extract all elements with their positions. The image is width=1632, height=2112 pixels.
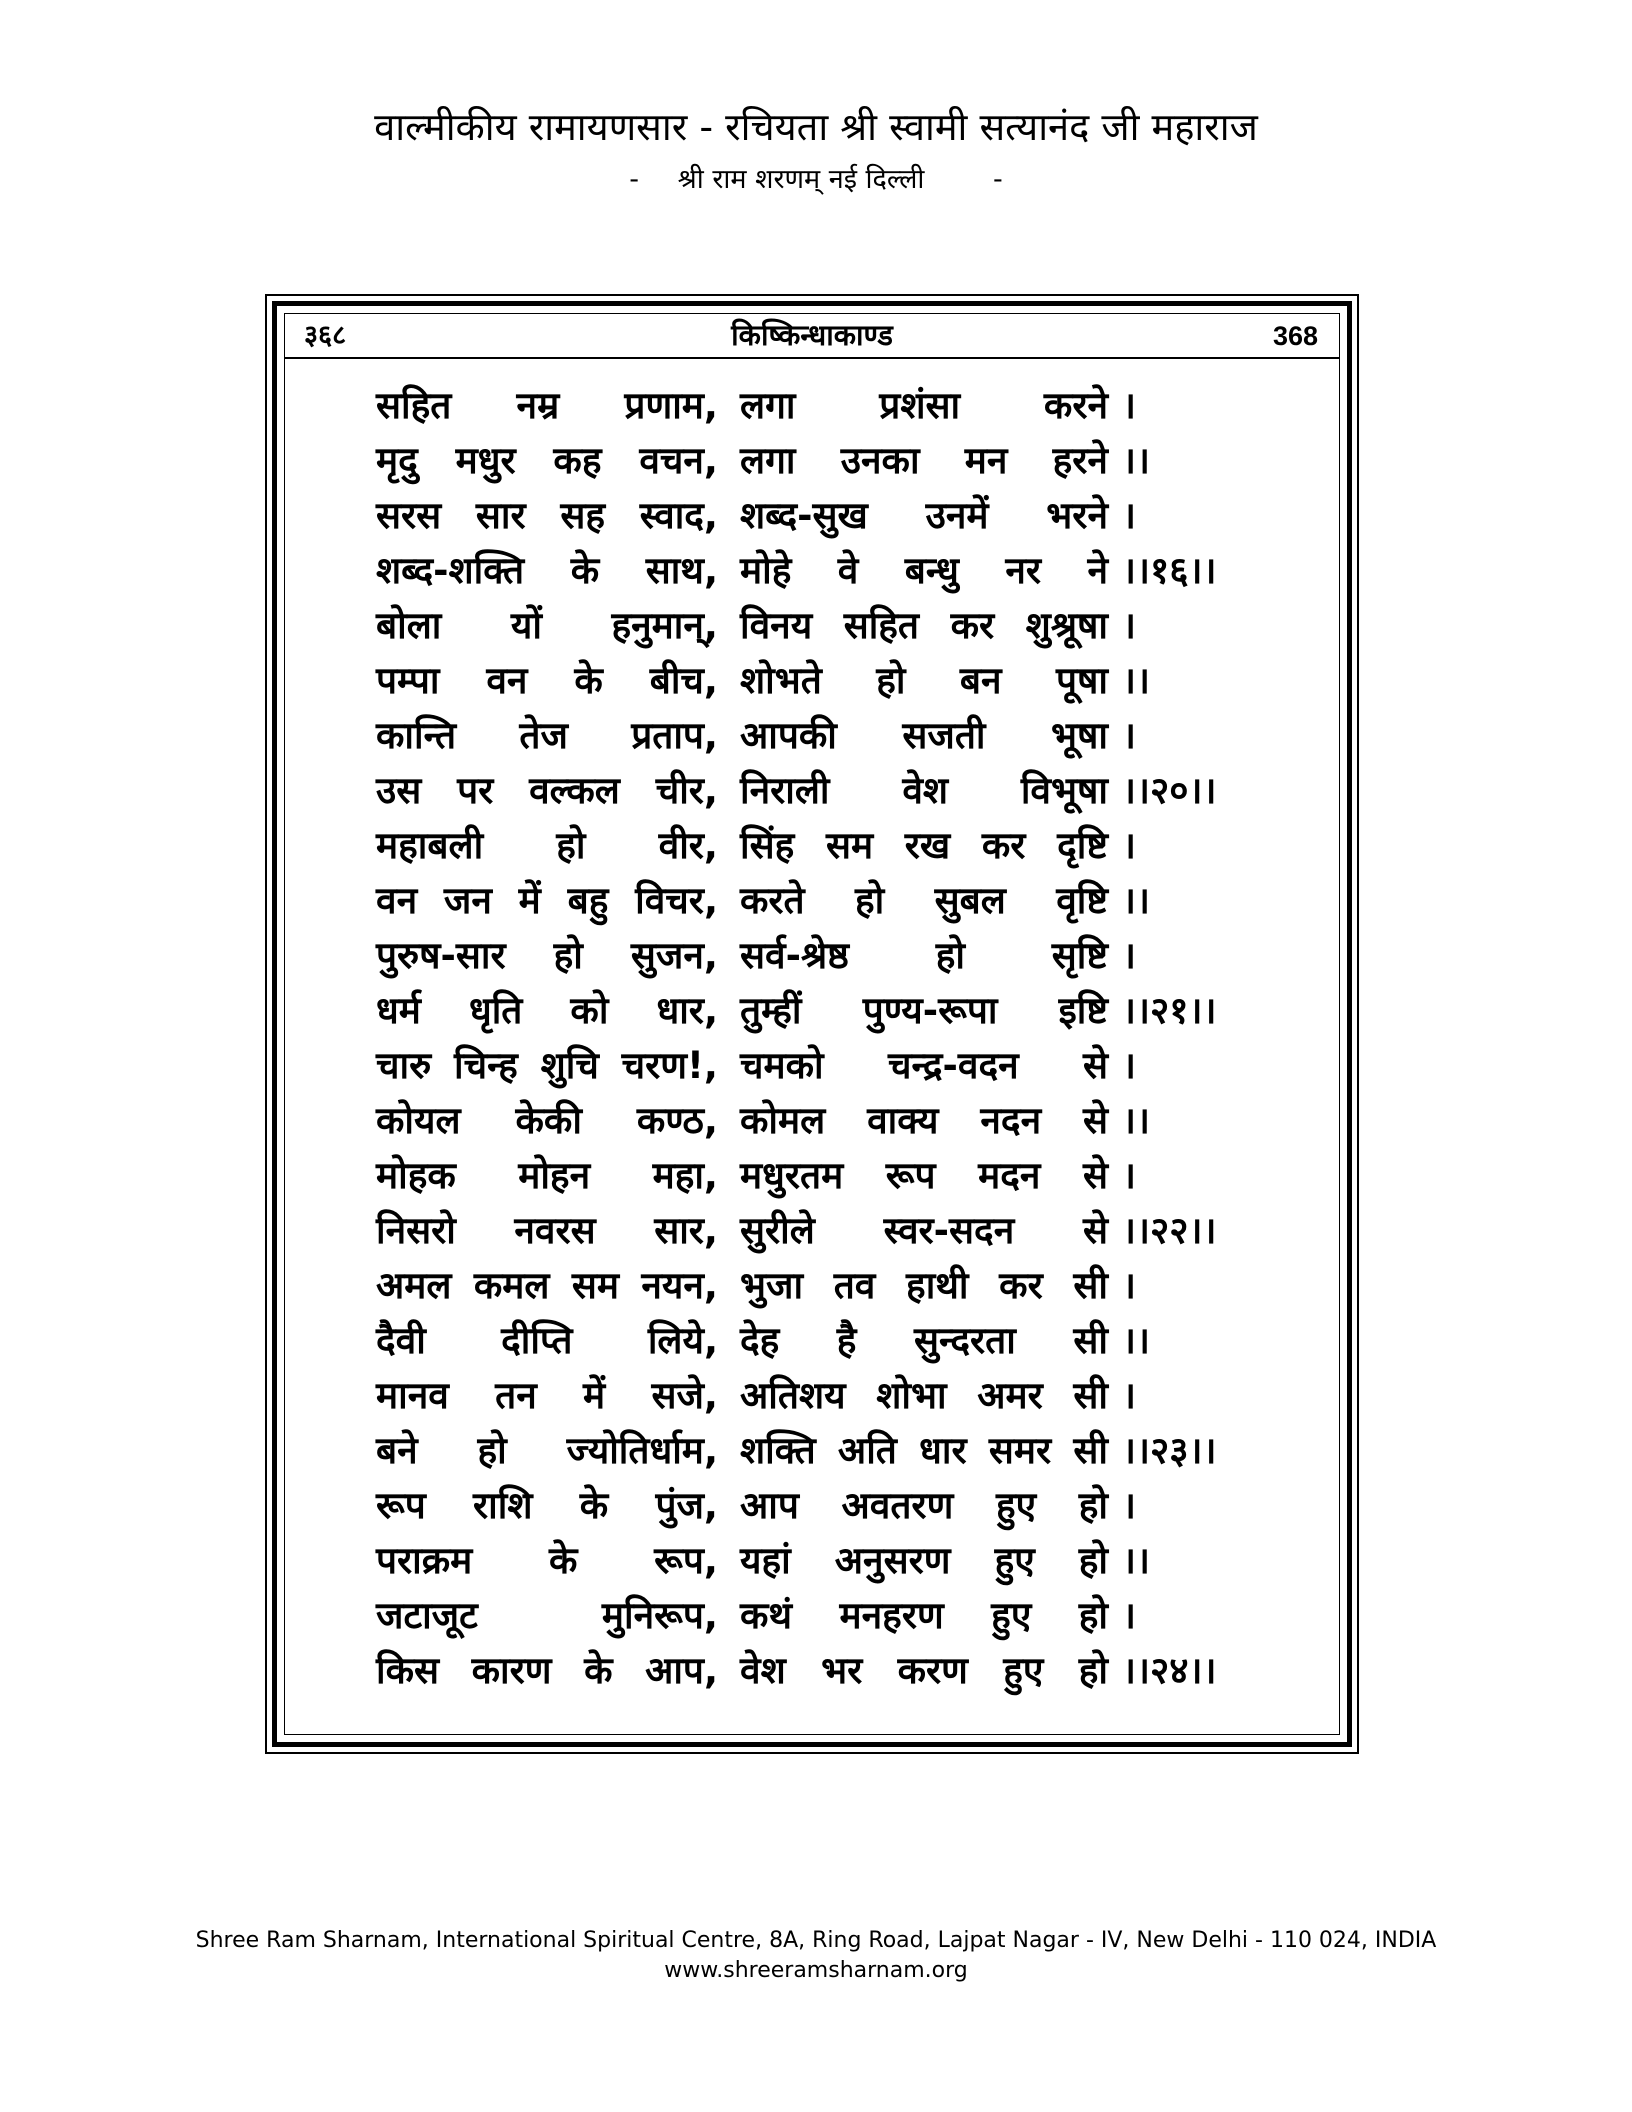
verse-word: रूप, [654,1539,718,1582]
verse-first-half [376,433,718,488]
verse-first-half [376,1258,718,1313]
verse-word: समर [988,1429,1052,1472]
verse-end-mark: ।।२३।। [1122,1429,1217,1472]
verse-end-mark: ।। [1122,1539,1151,1582]
verse-word: पूषा [1055,659,1108,702]
verse-word: सजती [902,714,986,757]
verse-second-half [740,1203,1108,1258]
verse-word: वन [486,659,528,702]
verse-word: वन [376,879,418,922]
verse-second-half [740,1368,1108,1423]
verse-word: बीच, [649,659,718,702]
page-number-devanagari: ३६८ [304,320,347,351]
verse-word: करते [740,879,805,922]
verse-word: हुए [1003,1649,1044,1692]
verse-word: कान्ति [376,714,457,757]
verse-line [376,1478,1276,1533]
verse-line [376,1203,1276,1258]
page-number: 368 [1272,321,1318,351]
verse-word: के [570,549,600,592]
verse-word: हो [876,659,906,702]
verse-first-half [376,708,718,763]
verse-end-mark: । [1122,1374,1137,1417]
verse-word: भूषा [1051,714,1108,757]
verse-word: अमल [376,1264,452,1307]
verse-word: हाथी [906,1264,969,1307]
verse-line [376,1093,1276,1148]
verse-word: लगा [740,439,796,482]
verse-word: अवतरण [841,1484,954,1527]
verse-word: करण [897,1649,968,1692]
verse-word: सजे, [651,1374,718,1417]
verse-word: अति [837,1429,897,1472]
verse-second-half [740,378,1108,433]
verse-word: सृष्टि [1051,934,1108,977]
verse-word: कर [999,1264,1043,1307]
verse-line [376,543,1276,598]
verse-word: मोहे [740,549,792,592]
verse-end-mark: ।।१६।। [1122,549,1217,592]
verse-word: मोहक [376,1154,456,1197]
verse-word: को [570,989,609,1032]
verse-word: धार, [656,989,718,1032]
verse-block [376,378,1276,1698]
verse-word: कारण [471,1649,552,1692]
verse-word: पुरुष-सार [376,934,506,977]
verse-word: सिंह [740,824,795,867]
verse-word: शुश्रूषा [1025,604,1108,647]
verse-word: शुचि [540,1044,599,1087]
verse-second-half [740,1093,1108,1148]
verse-word: भुजा [740,1264,804,1307]
verse-word: सार, [654,1209,718,1252]
verse-end-mark: ।।२१।। [1122,989,1217,1032]
verse-word: हुए [994,1539,1035,1582]
document-title: वाल्मीकीय रामायणसार - रचियता श्री स्वामी सत्यानंद जी महाराज [374,105,1258,149]
verse-word: हो [855,879,885,922]
verse-word: तव [833,1264,876,1307]
verse-end-mark: । [1122,824,1137,867]
verse-first-half [376,1313,718,1368]
verse-word: हो [553,934,583,977]
verse-end-mark: ।।२४।। [1122,1649,1217,1692]
verse-word: साथ, [645,549,718,592]
verse-second-half [740,1258,1108,1313]
verse-first-half [376,928,718,983]
verse-word: सुजन, [630,934,718,977]
verse-first-half [376,1093,718,1148]
verse-line [376,763,1276,818]
verse-line [376,818,1276,873]
verse-second-half [740,873,1108,928]
verse-word: सहित [376,384,452,427]
verse-word: सार [475,494,526,537]
verse-word: चन्द्र-वदन [887,1044,1019,1087]
verse-word: चरण!, [621,1044,718,1087]
verse-end-mark: ।। [1122,1099,1151,1142]
verse-word: वेश [902,769,949,812]
verse-word: वृष्टि [1056,879,1108,922]
verse-line [376,1588,1276,1643]
verse-end-mark: । [1122,1594,1137,1637]
verse-word: से [1082,1044,1108,1087]
verse-second-half [740,928,1108,983]
verse-word: चिन्ह [454,1044,518,1087]
verse-word: मन [964,439,1008,482]
verse-word: दीप्ति [501,1319,573,1362]
verse-word: बोला [376,604,442,647]
verse-word: शोभते [740,659,822,702]
verse-word: देह [740,1319,780,1362]
verse-word: सर्व-श्रेष्ठ [740,934,849,977]
verse-end-mark: ।। [1122,879,1151,922]
verse-first-half [376,598,718,653]
verse-word: प्रताप, [631,714,718,757]
subtitle-dash-right: - [992,164,1003,195]
verse-line [376,708,1276,763]
verse-word: के [584,1649,613,1692]
verse-end-mark: । [1122,1264,1137,1307]
verse-line [376,1643,1276,1698]
verse-word: कण्ठ, [636,1099,718,1142]
verse-word: राशि [473,1484,533,1527]
verse-word: हनुमान्, [611,604,718,647]
verse-word: हो [477,1429,507,1472]
verse-word: है [836,1319,857,1362]
page-header [284,313,1340,359]
verse-second-half [740,1423,1108,1478]
verse-word: लिये, [647,1319,718,1362]
verse-word: मानव [376,1374,449,1417]
verse-word: सी [1073,1319,1108,1362]
verse-line [376,1423,1276,1478]
verse-end-mark: । [1122,494,1137,537]
verse-word: मोहन [518,1154,591,1197]
verse-word: जटाजूट [376,1594,478,1637]
document-subtitle [0,162,1632,198]
verse-second-half [740,433,1108,488]
verse-word: में [518,879,541,922]
verse-end-mark: । [1122,714,1137,757]
verse-word: हरने [1052,439,1108,482]
verse-word: स्वर-सदन [883,1209,1015,1252]
verse-end-mark: । [1122,1154,1137,1197]
verse-first-half [376,1423,718,1478]
verse-end-mark: ।। [1122,1319,1151,1362]
verse-word: सरस [376,494,442,537]
verse-end-mark: । [1122,384,1137,427]
verse-first-half [376,1533,718,1588]
verse-word: सुन्दरता [913,1319,1016,1362]
verse-word: धार [919,1429,967,1472]
verse-word: बन्धु [904,549,959,592]
verse-word: दृष्टि [1057,824,1108,867]
verse-word: जन [443,879,492,922]
subtitle-dash-left: - [629,164,640,195]
verse-word: कमल [473,1264,550,1307]
verse-line [376,433,1276,488]
verse-word: वीर, [658,824,718,867]
verse-word: शोभा [876,1374,947,1417]
verse-word: प्रणाम, [624,384,718,427]
verse-word: सहित [843,604,920,647]
verse-word: पम्पा [376,659,440,702]
verse-word: शक्ति [740,1429,816,1472]
verse-first-half [376,543,718,598]
verse-word: चीर, [655,769,718,812]
verse-word: आपकी [740,714,837,757]
verse-word: सम [825,824,874,867]
verse-word: स्वाद, [639,494,718,537]
verse-word: आप, [645,1649,718,1692]
verse-word: पराक्रम [376,1539,473,1582]
verse-second-half [740,1588,1108,1643]
verse-second-half [740,1533,1108,1588]
verse-word: हो [1078,1484,1108,1527]
verse-second-half [740,818,1108,873]
verse-line [376,1258,1276,1313]
verse-word: हुए [995,1484,1037,1527]
verse-word: के [574,659,603,702]
verse-word: अनुसरण [834,1539,951,1582]
verse-word: मदन [978,1154,1041,1197]
verse-word: भर [821,1649,863,1692]
verse-word: सी [1073,1374,1108,1417]
verse-word: चारु [376,1044,432,1087]
verse-word: निराली [740,769,830,812]
verse-end-mark: ।। [1122,439,1151,482]
verse-word: नर [1005,549,1042,592]
verse-first-half [376,1148,718,1203]
verse-word: करने [1043,384,1108,427]
verse-first-half [376,488,718,543]
verse-word: महाबली [376,824,484,867]
verse-word: महा, [652,1154,718,1197]
verse-second-half [740,488,1108,543]
verse-first-half [376,763,718,818]
verse-word: हो [556,824,586,867]
verse-second-half [740,1643,1108,1698]
verse-first-half [376,1368,718,1423]
verse-word: रूप [885,1154,936,1197]
verse-word: शब्द-सुख [740,494,868,537]
verse-word: कह [553,439,602,482]
verse-second-half [740,1313,1108,1368]
verse-word: उनका [840,439,920,482]
verse-second-half [740,598,1108,653]
verse-word: वेश [740,1649,786,1692]
verse-word: रख [904,824,951,867]
verse-line [376,378,1276,433]
verse-word: मुनिरूप, [601,1594,718,1637]
verse-word: पुण्य-रूपा [862,989,998,1032]
verse-word: सी [1073,1264,1108,1307]
verse-word: मनहरण [839,1594,944,1637]
verse-line [376,1533,1276,1588]
verse-word: इष्टि [1058,989,1108,1032]
verse-second-half [740,708,1108,763]
verse-end-mark: । [1122,934,1137,977]
verse-line [376,653,1276,708]
verse-word: विनय [740,604,813,647]
verse-word: के [579,1484,609,1527]
verse-word: किस [376,1649,440,1692]
verse-word: केकी [515,1099,582,1142]
verse-word: तेज [519,714,568,757]
footer-address: Shree Ram Sharnam, International Spiritual Centre, 8A, Ring Road, Lajpat Nagar - IV, New Delhi - 110 024, INDIA [195,1928,1437,1953]
verse-word: बहु [567,879,609,922]
footer-website: www.shreeramsharnam.org [664,1958,968,1983]
verse-word: सुबल [934,879,1006,922]
verse-end-mark: । [1122,604,1137,647]
verse-word: बन [959,659,1002,702]
verse-line [376,488,1276,543]
verse-first-half [376,653,718,708]
verse-word: के [549,1539,578,1582]
verse-first-half [376,1203,718,1258]
verse-second-half [740,1148,1108,1203]
verse-word: तन [495,1374,537,1417]
verse-word: वचन, [639,439,718,482]
verse-word: हो [935,934,965,977]
verse-first-half [376,818,718,873]
verse-end-mark: ।। [1122,659,1151,702]
verse-word: नम्र [516,384,560,427]
verse-word: लगा [740,384,796,427]
verse-word: विचर, [635,879,718,922]
verse-first-half [376,1588,718,1643]
verse-end-mark: । [1122,1044,1137,1087]
verse-word: निसरो [376,1209,456,1252]
verse-word: कर [950,604,995,647]
verse-word: से [1082,1099,1108,1142]
verse-second-half [740,763,1108,818]
verse-word: भरने [1046,494,1108,537]
verse-second-half [740,983,1108,1038]
verse-first-half [376,378,718,433]
verse-word: विभूषा [1020,769,1108,812]
verse-word: उस [376,769,422,812]
verse-word: हो [1078,1649,1108,1692]
verse-second-half [740,1478,1108,1533]
verse-line [376,1038,1276,1093]
verse-word: कर [981,824,1026,867]
verse-line [376,873,1276,928]
verse-word: सम [571,1264,620,1307]
verse-word: यों [510,604,542,647]
verse-word: धृति [468,989,523,1032]
verse-word: हो [1078,1539,1108,1582]
verse-line [376,1313,1276,1368]
verse-word: से [1082,1209,1108,1252]
verse-second-half [740,1038,1108,1093]
verse-first-half [376,873,718,928]
verse-second-half [740,653,1108,708]
verse-end-mark: । [1122,1484,1137,1527]
verse-word: हुए [991,1594,1032,1637]
verse-word: बने [376,1429,418,1472]
verse-word: वल्कल [529,769,620,812]
verse-word: सुरीले [740,1209,815,1252]
verse-word: नवरस [514,1209,596,1252]
verse-line [376,1368,1276,1423]
verse-word: रूप [376,1484,426,1527]
verse-word: पुंज, [655,1484,718,1527]
verse-word: ने [1087,549,1108,592]
verse-word: दैवी [376,1319,426,1362]
verse-word: शब्द-शक्ति [376,549,525,592]
verse-first-half [376,983,718,1038]
verse-word: अतिशय [740,1374,846,1417]
verse-first-half [376,1478,718,1533]
verse-word: चमको [740,1044,824,1087]
verse-word: से [1082,1154,1108,1197]
verse-word: प्रशंसा [879,384,961,427]
verse-word: मधुरतम [740,1154,844,1197]
verse-word: मृदु [376,439,418,482]
verse-word: ज्योतिर्धाम, [566,1429,718,1472]
verse-first-half [376,1643,718,1698]
verse-word: कोयल [376,1099,461,1142]
verse-word: कोमल [740,1099,826,1142]
verse-word: तुम्हीं [740,989,802,1032]
verse-line [376,1148,1276,1203]
kand-title: किष्किन्धाकाण्ड [731,318,893,352]
verse-line [376,928,1276,983]
verse-end-mark: ।।२०।। [1122,769,1217,812]
verse-word: धर्म [376,989,421,1032]
verse-word: मधुर [455,439,516,482]
verse-word: में [583,1374,606,1417]
verse-word: सी [1073,1429,1108,1472]
verse-line [376,983,1276,1038]
verse-line [376,598,1276,653]
verse-word: वाक्य [867,1099,939,1142]
verse-word: यहां [740,1539,791,1582]
verse-word: पर [457,769,494,812]
verse-end-mark: ।।२२।। [1122,1209,1217,1252]
verse-word: नयन, [641,1264,718,1307]
verse-word: सह [560,494,606,537]
subtitle-text: श्री राम शरणम् नई दिल्ली [677,164,925,195]
verse-word: नदन [980,1099,1042,1142]
verse-word: वे [837,549,859,592]
verse-word: आप [740,1484,799,1527]
verse-word: कथं [740,1594,793,1637]
verse-first-half [376,1038,718,1093]
verse-second-half [740,543,1108,598]
verse-word: अमर [977,1374,1043,1417]
verse-word: उनमें [925,494,989,537]
verse-word: हो [1078,1594,1108,1637]
